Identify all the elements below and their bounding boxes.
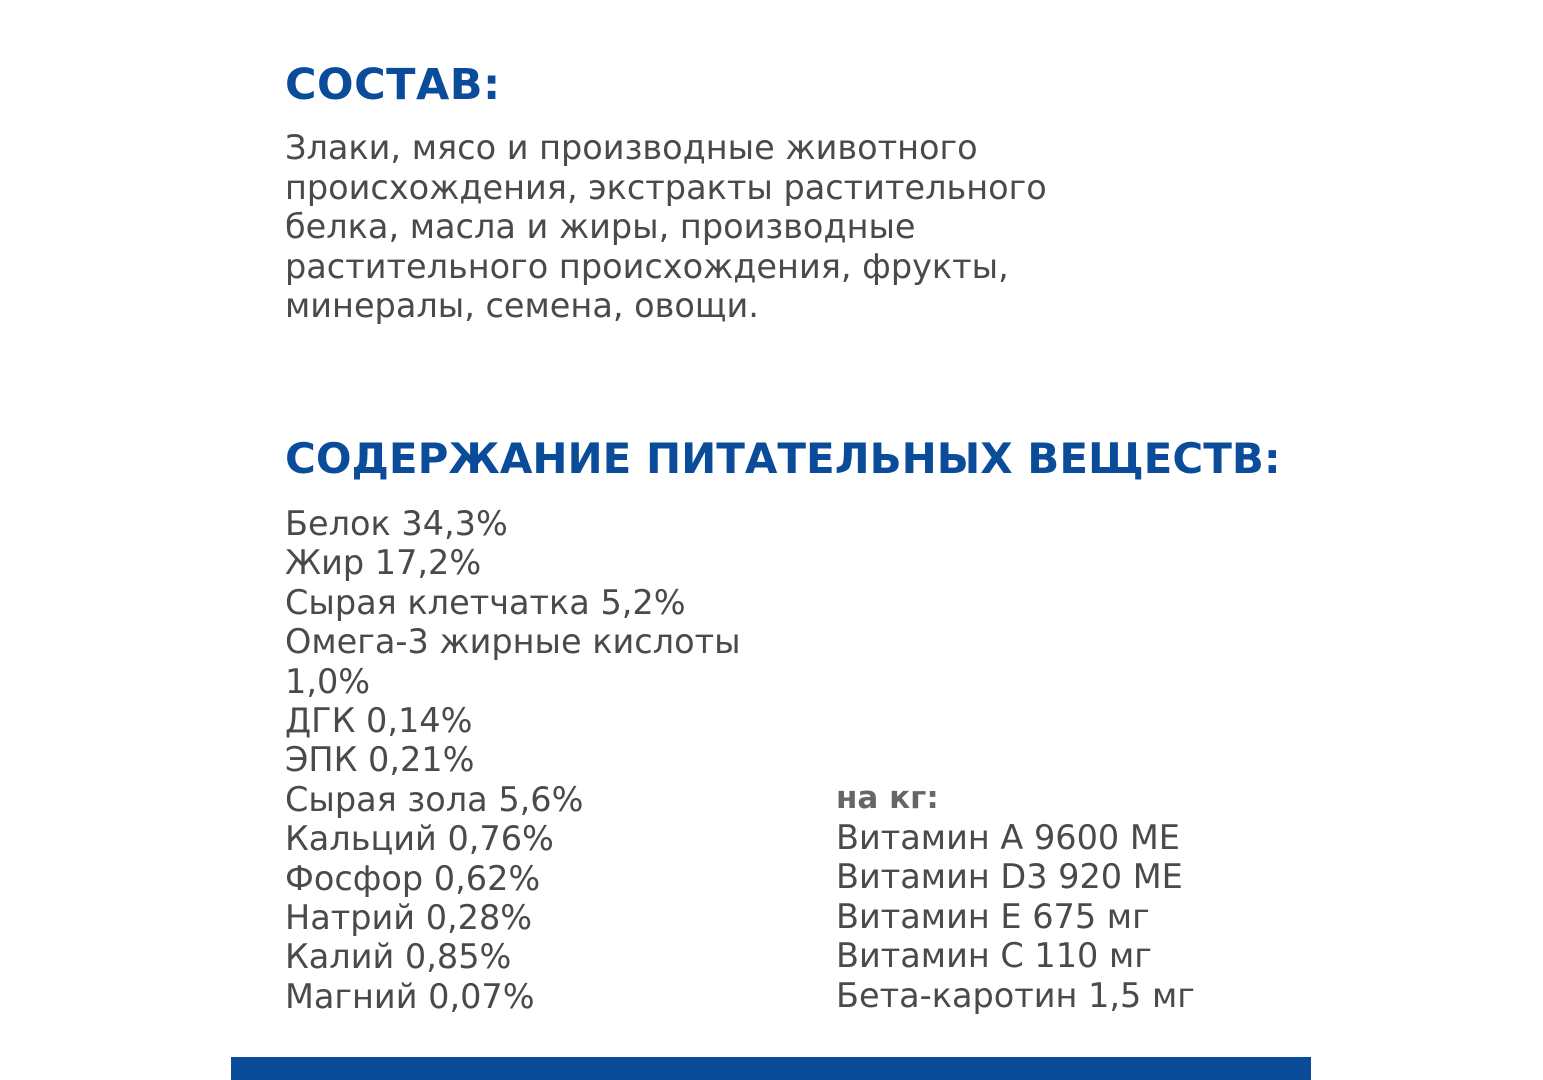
vitamin-item: Витамин С 110 мг bbox=[836, 936, 1152, 976]
vitamin-item: Витамин D3 920 МЕ bbox=[836, 857, 1183, 897]
vitamins-per-kg-label: на кг: bbox=[836, 780, 939, 816]
nutrient-item: Кальций 0,76% bbox=[285, 819, 554, 859]
composition-text: Злаки, мясо и производные животного происхождения, экстракты растительного белка, масла и жиры, производные растительного происхождения, фрукты, минералы, семена, овощи. bbox=[285, 128, 1047, 325]
nutrient-item: Магний 0,07% bbox=[285, 976, 535, 1016]
nutrient-item: Жир 17,2% bbox=[285, 543, 482, 583]
nutrient-item: Омега-3 жирные кислоты 1,0% bbox=[285, 622, 741, 701]
vitamin-item: Витамин А 9600 МЕ bbox=[836, 818, 1180, 857]
nutrient-list bbox=[285, 504, 825, 1016]
nutrient-item: Сырая зола 5,6% bbox=[285, 779, 584, 819]
nutrient-item: Сырая клетчатка 5,2% bbox=[285, 582, 686, 622]
nutrient-item: Калий 0,85% bbox=[285, 937, 512, 977]
nutrient-item: ЭПК 0,21% bbox=[285, 740, 475, 780]
composition-heading: СОСТАВ: bbox=[285, 60, 501, 110]
nutrient-item: Натрий 0,28% bbox=[285, 898, 533, 938]
nutrients-heading: СОДЕРЖАНИЕ ПИТАТЕЛЬНЫХ ВЕЩЕСТВ: bbox=[285, 434, 1281, 483]
vitamin-item: Бета-каротин 1,5 мг bbox=[836, 975, 1195, 1015]
nutrient-item: ДГК 0,14% bbox=[285, 701, 473, 741]
footer-bar bbox=[231, 1057, 1311, 1080]
nutrient-item: Фосфор 0,62% bbox=[285, 858, 541, 898]
vitamin-item: Витамин Е 675 мг bbox=[836, 896, 1150, 936]
nutrient-item: Белок 34,3% bbox=[285, 504, 508, 543]
vitamin-list bbox=[836, 818, 1296, 1015]
